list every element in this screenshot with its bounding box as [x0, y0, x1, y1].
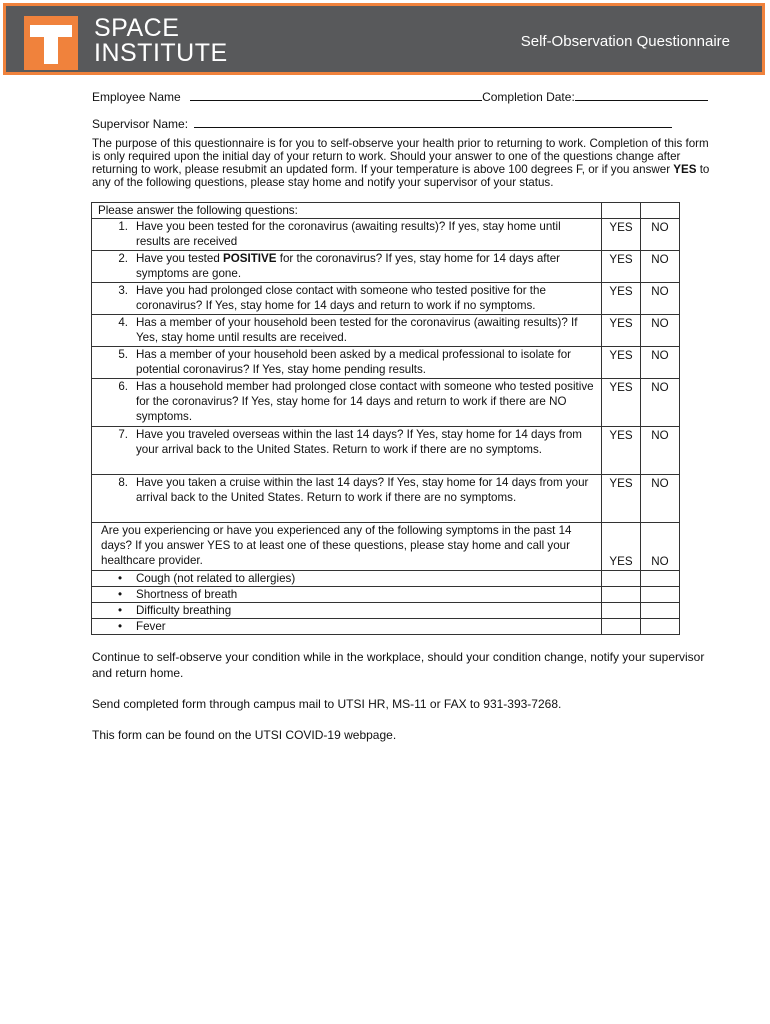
question-row [92, 475, 680, 523]
header-bar [3, 3, 765, 75]
symptoms-prompt: Are you experiencing or have you experienced any of the following symptoms in the past 14 days? If you answer YES to at least one of these questions, please stay home and call your healthcare provider. [92, 523, 602, 571]
questions-table [91, 202, 680, 635]
symptom-row [92, 603, 680, 619]
question-text-post: for the coronavirus? If yes, stay home for 14 days after symptoms are gone. [136, 252, 561, 280]
no-option[interactable]: NO [641, 315, 680, 347]
symptom-row [92, 619, 680, 635]
question-text: Have you taken a cruise within the last 14 days? If Yes, stay home for 14 days from your arrival back to the United States. Return to work if there are no symptoms. [136, 476, 589, 504]
question-row [92, 283, 680, 315]
employee-name-field[interactable] [190, 89, 482, 101]
brand-name [94, 16, 228, 66]
bullet: • [117, 588, 122, 601]
symptom-row [92, 587, 680, 603]
brand-line-1: SPACE [94, 14, 180, 42]
no-option[interactable]: NO [641, 427, 680, 475]
question-row [92, 379, 680, 427]
symptom-cell [92, 619, 602, 635]
tennessee-t-logo-icon [24, 16, 78, 70]
symptom-cell [92, 571, 602, 587]
symptom-cell [92, 587, 602, 603]
question-number: 3. [118, 284, 128, 297]
question-cell [92, 283, 602, 315]
table-prompt: Please answer the following questions: [92, 203, 602, 219]
header-yes-cell [602, 203, 641, 219]
symptom-no-checkbox[interactable] [641, 619, 680, 635]
symptom-label: Shortness of breath [136, 588, 238, 601]
symptom-no-checkbox[interactable] [641, 587, 680, 603]
document-title: Self-Observation Questionnaire [520, 33, 730, 50]
question-text: Has a member of your household been tested for the coronavirus (awaiting results)? If Yes, stay home until results are received. [136, 316, 578, 344]
symptoms-no-header: NO [641, 523, 680, 571]
question-number: 7. [118, 428, 128, 441]
bullet: • [117, 572, 122, 585]
question-row [92, 219, 680, 251]
question-text [136, 251, 601, 281]
question-number: 4. [118, 316, 128, 329]
question-cell [92, 427, 602, 475]
yes-option[interactable]: YES [602, 347, 641, 379]
supervisor-name-row [92, 116, 672, 132]
question-cell [92, 347, 602, 379]
completion-date-field[interactable] [575, 89, 708, 101]
symptom-yes-checkbox[interactable] [602, 571, 641, 587]
question-text: Has a household member had prolonged close contact with someone who tested positive for the coronavirus? If Yes, stay home for 14 days and return to work if there are NO symptoms. [136, 380, 594, 423]
footer-paragraph-1: Continue to self-observe your condition while in the workplace, should your condition change, notify your supervisor and return home. [92, 650, 705, 680]
symptom-row [92, 571, 680, 587]
yes-option[interactable]: YES [602, 251, 641, 283]
table-header-row [92, 203, 680, 219]
symptom-no-checkbox[interactable] [641, 571, 680, 587]
question-number: 5. [118, 348, 128, 361]
question-row [92, 427, 680, 475]
no-option[interactable]: NO [641, 379, 680, 427]
question-cell [92, 219, 602, 251]
question-number: 8. [118, 476, 128, 489]
question-text: Has a member of your household been asked by a medical professional to isolate for potential coronavirus? If Yes, stay home pending results. [136, 348, 572, 376]
yes-option[interactable]: YES [602, 283, 641, 315]
employee-name-label: Employee Name [92, 90, 181, 104]
footer-paragraph-3: This form can be found on the UTSI COVID-19 webpage. [92, 728, 397, 742]
symptom-yes-checkbox[interactable] [602, 587, 641, 603]
intro-text-2: to any of the following questions, please stay home and notify your supervisor of your status. [92, 163, 710, 189]
symptom-label: Fever [136, 620, 166, 633]
symptom-label: Cough (not related to allergies) [136, 572, 296, 585]
symptoms-yes-header: YES [602, 523, 641, 571]
question-cell [92, 315, 602, 347]
symptom-no-checkbox[interactable] [641, 603, 680, 619]
bullet: • [117, 604, 122, 617]
question-number: 6. [118, 380, 128, 393]
no-option[interactable]: NO [641, 251, 680, 283]
yes-option[interactable]: YES [602, 427, 641, 475]
question-text: Have you been tested for the coronavirus (awaiting results)? If yes, stay home until results are received [136, 220, 561, 248]
question-number: 1. [118, 220, 128, 233]
yes-option[interactable]: YES [602, 315, 641, 347]
question-cell [92, 475, 602, 523]
question-text-bold: POSITIVE [223, 252, 277, 265]
symptoms-prompt-row [92, 523, 680, 571]
yes-option[interactable]: YES [602, 219, 641, 251]
symptom-cell [92, 603, 602, 619]
question-number: 2. [118, 252, 128, 265]
symptom-yes-checkbox[interactable] [602, 619, 641, 635]
question-text: Have you had prolonged close contact with someone who tested positive for the coronavirus? If Yes, stay home for 14 days and return to work if no symptoms. [136, 284, 546, 312]
bullet: • [117, 620, 122, 633]
question-row [92, 347, 680, 379]
no-option[interactable]: NO [641, 475, 680, 523]
intro-text-1: The purpose of this questionnaire is for you to self-observe your health prior to returning to work. Completion of this form is only required upon the initial day of your return to work. Should your answer to one of the questions change after returning to work, please resubmit an updated form. If your temperature is above 100 degrees F, or if you answer [92, 137, 709, 176]
no-option[interactable]: NO [641, 283, 680, 315]
header-no-cell [641, 203, 680, 219]
supervisor-name-label: Supervisor Name: [92, 117, 189, 131]
symptom-yes-checkbox[interactable] [602, 603, 641, 619]
brand-line-2: INSTITUTE [94, 39, 228, 67]
intro-paragraph [92, 137, 720, 189]
question-cell [92, 379, 602, 427]
employee-name-row [92, 89, 708, 105]
supervisor-name-field[interactable] [194, 116, 672, 128]
yes-option[interactable]: YES [602, 475, 641, 523]
intro-bold-yes: YES [673, 163, 697, 176]
question-row [92, 251, 680, 283]
symptom-label: Difficulty breathing [136, 604, 232, 617]
question-text-pre: Have you tested [136, 252, 224, 265]
yes-option[interactable]: YES [602, 379, 641, 427]
no-option[interactable]: NO [641, 219, 680, 251]
question-row [92, 315, 680, 347]
no-option[interactable]: NO [641, 347, 680, 379]
question-cell [92, 251, 602, 283]
footer-paragraph-2: Send completed form through campus mail to UTSI HR, MS-11 or FAX to 931-393-7268. [92, 697, 562, 711]
completion-date-label: Completion Date: [482, 90, 575, 104]
question-text: Have you traveled overseas within the last 14 days? If Yes, stay home for 14 days from your arrival back to the United States. Return to work if there are no symptoms. [136, 428, 582, 456]
